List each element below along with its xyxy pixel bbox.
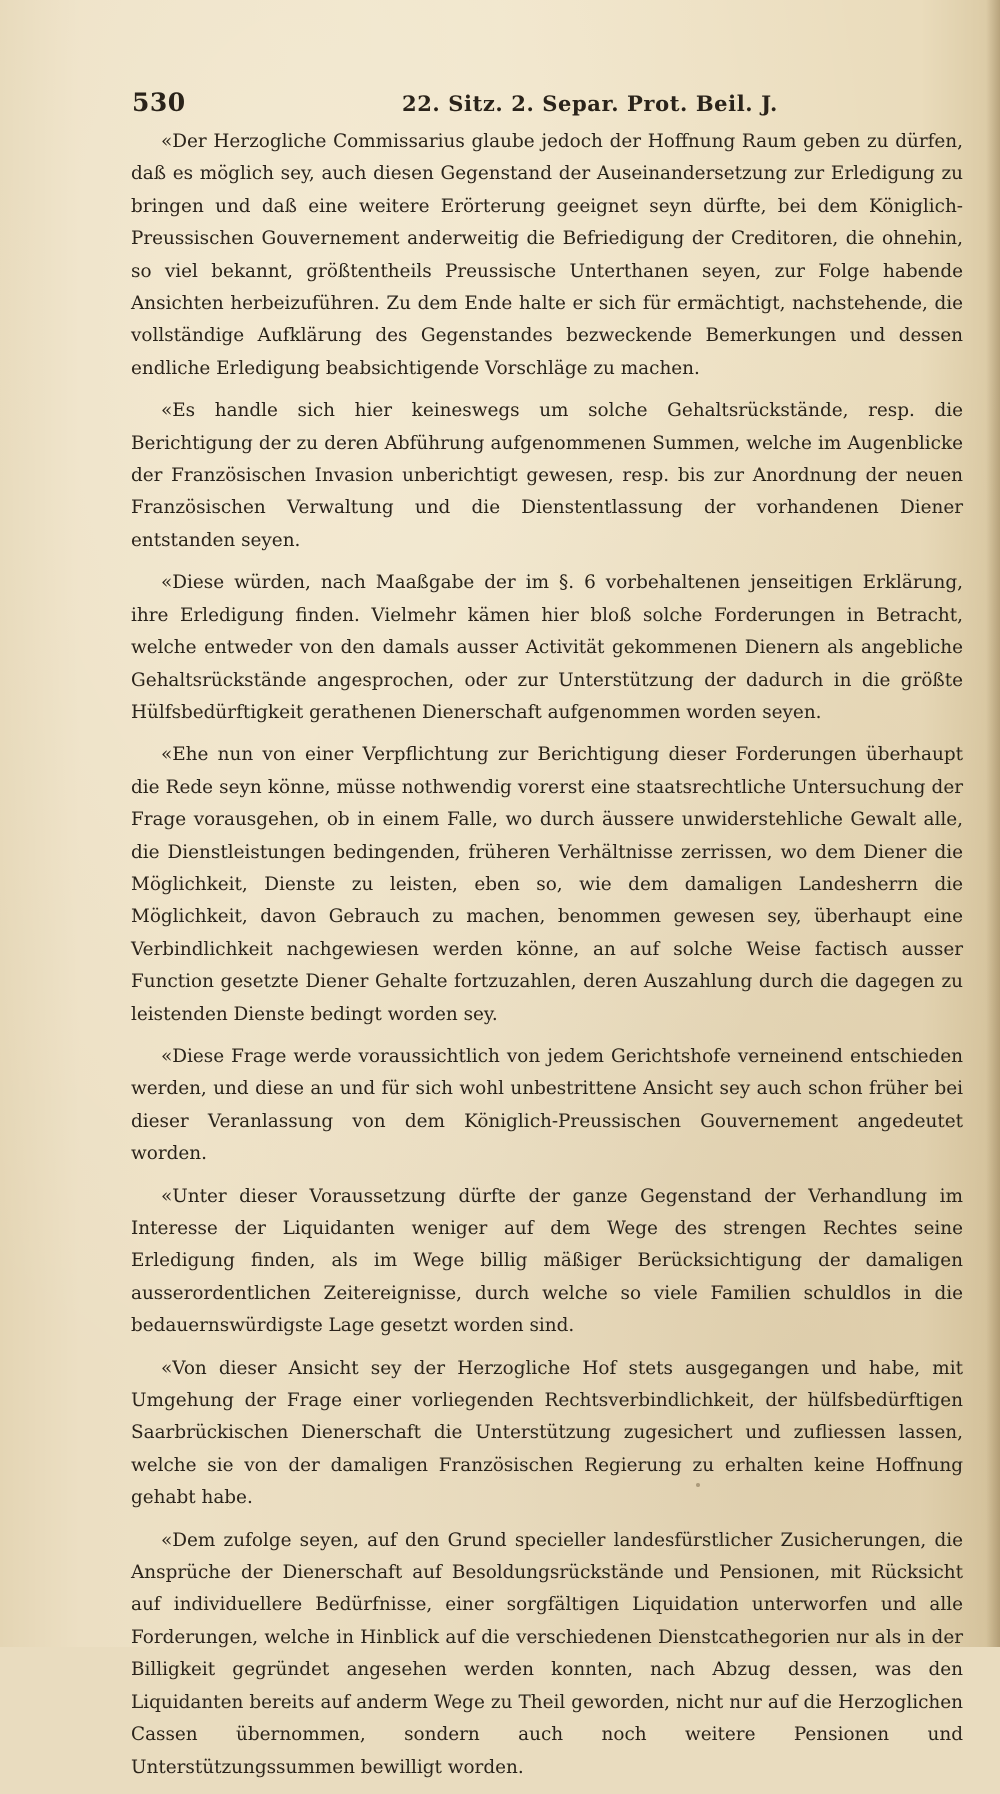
paragraph-3: «Diese würden, nach Maaßgabe der im §. 6 vorbehaltenen jenseitigen Erklärung, ihre Erledigung finden. Vielmehr kämen hier bloß solche Forderungen in Betracht, welche entweder von den damals ausser Activität gekommenen Dienern als angebliche Gehaltsrückstände angesprochen, oder zur Unterstützung der dadurch in die größte Hülfsbedürftigkeit gerathenen Dienerschaft aufgenommen worden seyen.	[131, 572, 963, 723]
page-header	[132, 88, 862, 120]
paper-speck	[696, 1483, 700, 1487]
paragraph-7: «Von dieser Ansicht sey der Herzogliche Hof stets ausgegangen und habe, mit Umgehung der Frage einer vorliegenden Rechtsverbindlichkeit, der hülfsbedürftigen Saarbrückischen Dienerschaft die Unterstützung zugesichert und zufliessen lassen, welche sie von der damaligen Französischen Regierung zu erhalten keine Hoffnung gehabt habe.	[131, 1357, 963, 1509]
page-edge-shadow	[986, 0, 1000, 1647]
paragraph-8: «Dem zufolge seyen, auf den Grund specieller landesfürstlicher Zusicherungen, die Ansprüche der Dienerschaft auf Besoldungsrückstände und Pensionen, mit Rücksicht auf individuellere Bedürfnisse, einer sorgfältigen Liquidation unterworfen und alle Forderungen, welche in Hinblick auf die verschiedenen Dienstcathegorien nur als in der Billigkeit gegründet angesehen werden konnten, nach Abzug dessen, was den Liquidanten bereits auf anderm Wege zu Theil geworden, nicht nur auf die Herzoglichen Cassen übernommen, sondern auch noch weitere Pensionen und Unterstützungssummen bewilligt worden.	[131, 1529, 963, 1778]
body-text	[131, 126, 963, 1794]
paragraph-1: «Der Herzogliche Commissarius glaube jedoch der Hoffnung Raum geben zu dürfen, daß es möglich sey, auch diesen Gegenstand der Auseinandersetzung zur Erledigung zu bringen und daß eine weitere Erörterung geeignet seyn dürfte, bei dem Königlich-Preussischen Gouvernement anderweitig die Befriedigung der Creditoren, die ohnehin, so viel bekannt, größtentheils Preussische Unterthanen seyen, zur Folge habende Ansichten herbeizuführen. Zu dem Ende halte er sich für ermächtigt, nachstehende, die vollständige Aufklärung des Gegenstandes bezweckende Bemerkungen und dessen endliche Erledigung beabsichtigende Vorschläge zu machen.	[131, 131, 963, 379]
running-head: 22. Sitz. 2. Separ. Prot. Beil. J.	[402, 91, 778, 116]
page-number: 530	[132, 88, 186, 117]
paragraph-2: «Es handle sich hier keineswegs um solche Gehaltsrückstände, resp. die Berichtigung der zu deren Abführung aufgenommenen Summen, welche im Augenblicke der Französischen Invasion unberichtigt gewesen, resp. bis zur Anordnung der neuen Französischen Verwaltung und die Dienstentlassung der vorhandenen Diener entstanden seyen.	[131, 400, 963, 551]
paragraph-5: «Diese Frage werde voraussichtlich von jedem Gerichtshofe verneinend entschieden werden, und diese an und für sich wohl unbestrittene Ansicht sey auch schon früher bei dieser Veranlassung von dem Königlich-Preussischen Gouvernement angedeutet worden.	[131, 1045, 963, 1165]
paragraph-6: «Unter dieser Voraussetzung dürfte der ganze Gegenstand der Verhandlung im Interesse der Liquidanten weniger auf dem Wege des strengen Rechtes seine Erledigung finden, als im Wege billig mäßiger Berücksichtigung der damaligen ausserordentlichen Zeitereignisse, durch welche so viele Familien schuldlos in die bedauernswürdigste Lage gesetzt worden sind.	[131, 1185, 963, 1337]
paragraph-4: «Ehe nun von einer Verpflichtung zur Berichtigung dieser Forderungen überhaupt die Rede seyn könne, müsse nothwendig vorerst eine staatsrechtliche Untersuchung der Frage vorausgehen, ob in einem Falle, wo durch äussere unwiderstehliche Gewalt alle, die Dienstleistungen bedingenden, früheren Verhältnisse zerrissen, wo dem Diener die Möglichkeit, Dienste zu leisten, eben so, wie dem damaligen Landesherrn die Möglichkeit, davon Gebrauch zu machen, benommen gewesen sey, überhaupt eine Verbindlichkeit nachgewiesen werden könne, an auf solche Weise factisch ausser Function gesetzte Diener Gehalte fortzuzahlen, deren Auszahlung durch die dagegen zu leistenden Dienste bedingt worden sey.	[131, 744, 963, 1025]
